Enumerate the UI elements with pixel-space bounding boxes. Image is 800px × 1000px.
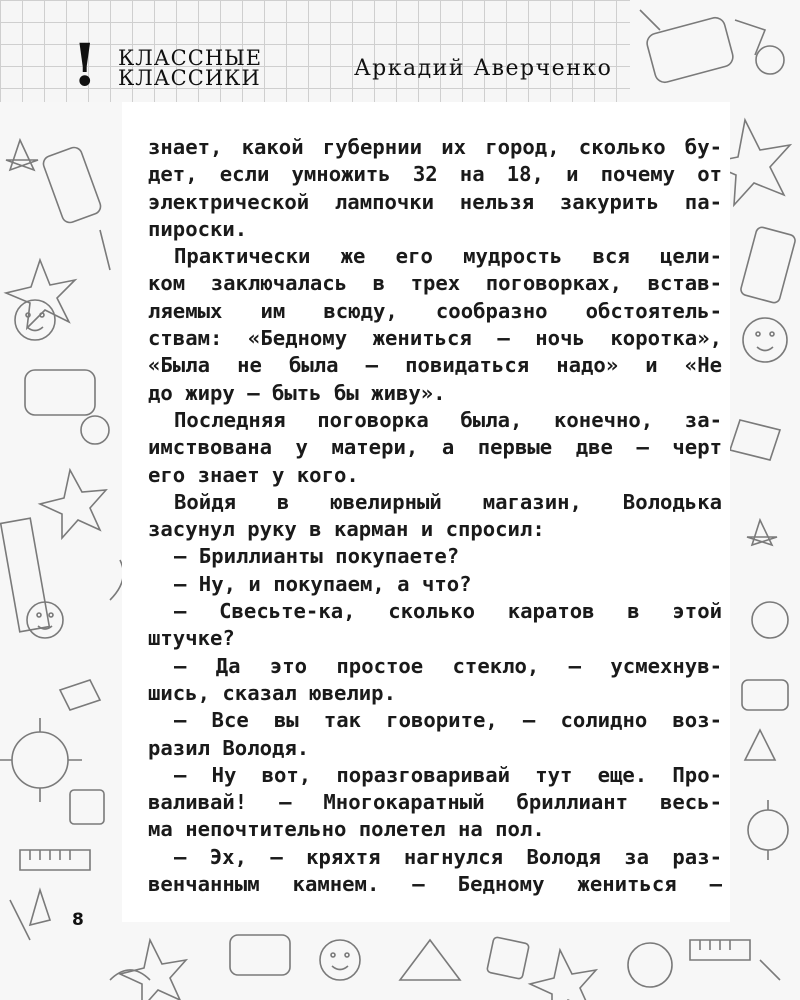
body-text — [148, 134, 722, 898]
text-line: штучке? — [148, 626, 235, 651]
text-line: Последняя поговорка была, конечно, за- — [174, 407, 722, 432]
text-line: — Да это простое стекло, — усмехнув- — [174, 653, 722, 678]
text-line: ляемых им всюду, сообразно обстоятель- — [148, 298, 722, 323]
series-title — [118, 48, 288, 88]
text-line: Войдя в ювелирный магазин, Володька — [174, 489, 722, 514]
text-line: ком заключалась в трех поговорках, встав- — [148, 271, 722, 296]
text-line: «Была не была — повидаться надо» и «Не — [148, 353, 722, 378]
text-line: — Ну вот, поразговаривай тут еще. Про- — [174, 762, 722, 787]
text-line: пироски. — [148, 216, 248, 241]
page-number: 8 — [72, 910, 84, 930]
series-mark: ! — [72, 31, 98, 99]
text-line: Практически же его мудрость вся цели- — [174, 244, 722, 269]
text-line: — Эх, — кряхтя нагнулся Володя за раз- — [174, 844, 722, 869]
series-title-line-2: КЛАССИКИ — [118, 66, 261, 90]
text-line: — Ну, и покупаем, а что? — [174, 571, 472, 596]
text-line: валивай! — Многокаратный бриллиант весь- — [148, 790, 722, 815]
text-line: имствована у матери, а первые две — черт — [148, 435, 722, 460]
text-line: электрической лампочки нельзя закурить па- — [148, 189, 722, 214]
text-line: засунул руку в карман и спросил: — [148, 517, 545, 542]
text-line: — Свесьте-ка, сколько каратов в этой — [174, 599, 722, 624]
text-line: ствам: «Бедному жениться — ночь коротка», — [148, 326, 722, 351]
text-line: до жиру — быть бы живу». — [148, 380, 446, 405]
author-name: Аркадий Аверченко — [354, 56, 613, 81]
text-line: — Все вы так говорите, — солидно воз- — [174, 708, 722, 733]
text-line: шись, сказал ювелир. — [148, 680, 396, 705]
text-line: знает, какой губернии их город, сколько бу- — [148, 135, 722, 159]
text-line: разил Володя. — [148, 735, 310, 760]
text-line: венчанным камнем. — Бедному жениться — — [148, 872, 722, 897]
text-line: ма непочтительно полетел на пол. — [148, 817, 545, 842]
text-line: — Бриллианты покупаете? — [174, 544, 460, 569]
series-title-line-1: КЛАССНЫЕ — [118, 46, 263, 70]
text-line: дет, если умножить 32 на 18, и почему от — [148, 162, 722, 187]
text-line: его знает у кого. — [148, 462, 359, 487]
